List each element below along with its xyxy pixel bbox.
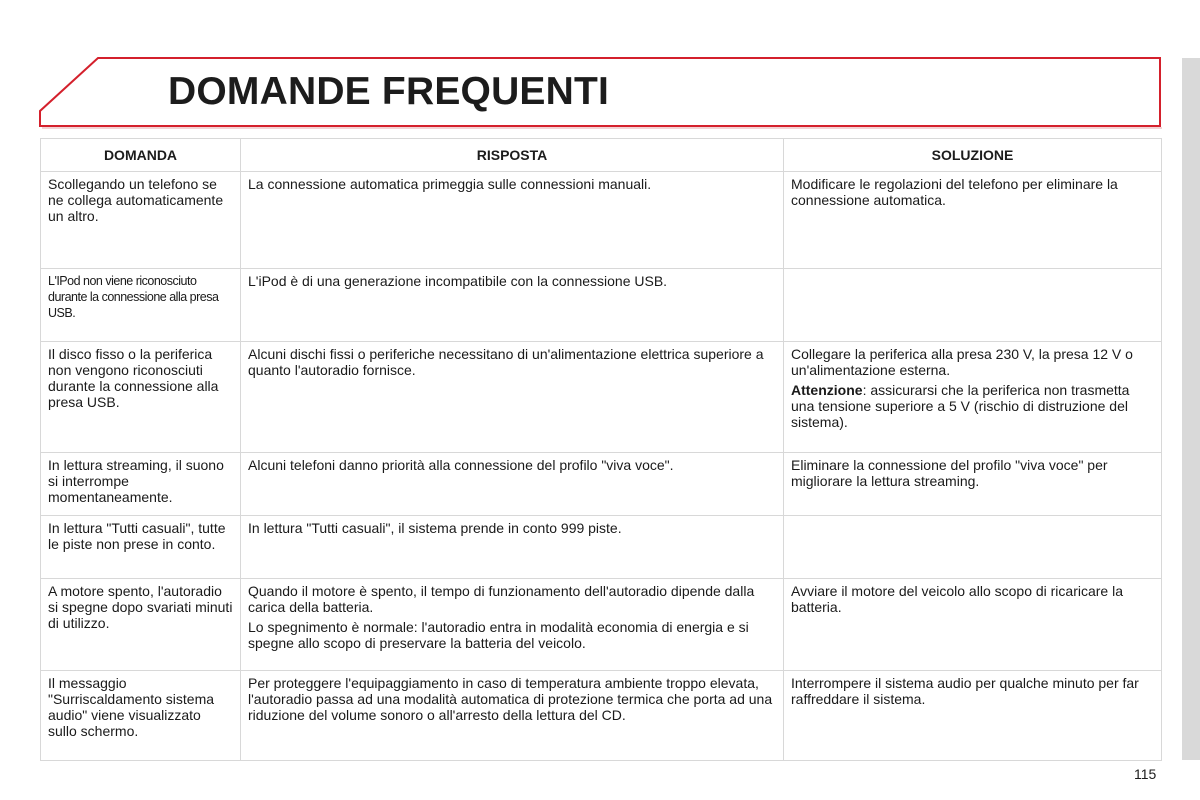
answer-cell [241, 579, 784, 671]
answer-cell [241, 453, 784, 516]
question-text: Scollegando un telefono se ne collega automaticamente un altro. [48, 176, 224, 224]
table-row [41, 516, 1162, 579]
solution-text: Collegare la periferica alla presa 230 V, la presa 12 V o un'alimentazione esterna. [791, 346, 1133, 378]
page-title: DOMANDE FREQUENTI [168, 70, 610, 113]
question-text: Il messaggio "Surriscaldamento sistema audio" viene visualizzato sullo schermo. [48, 675, 215, 739]
solution-text: Avviare il motore del veicolo allo scopo di ricaricare la batteria. [791, 583, 1124, 615]
solution-cell [784, 342, 1162, 453]
answer-text: La connessione automatica primeggia sulle connessioni manuali. [248, 176, 652, 192]
page-number: 115 [1134, 766, 1157, 782]
question-cell [41, 342, 241, 453]
column-header-risposta: RISPOSTA [241, 139, 784, 172]
faq-table [40, 138, 1162, 761]
column-header-domanda: DOMANDA [41, 139, 241, 172]
answer-text: Lo spegnimento è normale: l'autoradio entra in modalità economia di energia e si spegne allo scopo di preservare la batteria del veicolo. [248, 619, 749, 651]
question-cell [41, 453, 241, 516]
solution-cell [784, 516, 1162, 579]
solution-text: Eliminare la connessione del profilo "viva voce" per migliorare la lettura streaming. [791, 457, 1108, 489]
solution-text: Modificare le regolazioni del telefono per eliminare la connessione automatica. [791, 176, 1118, 208]
solution-cell [784, 671, 1162, 761]
warning-label: Attenzione [791, 382, 863, 398]
solution-cell [784, 579, 1162, 671]
question-cell [41, 172, 241, 269]
question-text: In lettura streaming, il suono si interrompe momentaneamente. [48, 457, 224, 505]
answer-cell [241, 269, 784, 342]
warning-text: : assicurarsi che la periferica non trasmetta una tensione superiore a 5 V (rischio di distruzione del sistema). [791, 382, 1130, 430]
answer-cell [241, 671, 784, 761]
solution-cell [784, 172, 1162, 269]
answer-text: Alcuni telefoni danno priorità alla connessione del profilo "viva voce". [248, 457, 674, 473]
question-text: Il disco fisso o la periferica non vengono riconosciuti durante la connessione alla presa USB. [48, 346, 219, 410]
solution-cell [784, 453, 1162, 516]
table-row [41, 172, 1162, 269]
answer-text: Quando il motore è spento, il tempo di funzionamento dell'autoradio dipende dalla carica della batteria. [248, 583, 755, 615]
question-cell [41, 579, 241, 671]
question-cell [41, 516, 241, 579]
table-row [41, 579, 1162, 671]
answer-text: L'iPod è di una generazione incompatibile con la connessione USB. [248, 273, 668, 289]
side-tab [1182, 58, 1200, 760]
question-text: In lettura "Tutti casuali", tutte le piste non prese in conto. [48, 520, 226, 552]
answer-cell [241, 516, 784, 579]
table-row [41, 342, 1162, 453]
table-header-row [41, 139, 1162, 172]
answer-text: Per proteggere l'equipaggiamento in caso di temperatura ambiente troppo elevata, l'autoradio passa ad una modalità automatica di protezione termica che porta ad una riduzione del volume sonoro o all'arresto della lettura del CD. [248, 675, 773, 723]
solution-cell [784, 269, 1162, 342]
answer-text: In lettura "Tutti casuali", il sistema prende in conto 999 piste. [248, 520, 622, 536]
question-text: A motore spento, l'autoradio si spegne dopo svariati minuti di utilizzo. [48, 583, 233, 631]
answer-cell [241, 172, 784, 269]
solution-text: Interrompere il sistema audio per qualche minuto per far raffreddare il sistema. [791, 675, 1139, 707]
table-row [41, 269, 1162, 342]
table-row [41, 453, 1162, 516]
column-header-soluzione: SOLUZIONE [784, 139, 1162, 172]
answer-text: Alcuni dischi fissi o periferiche necessitano di un'alimentazione elettrica superiore a quanto l'autoradio fornisce. [248, 346, 764, 378]
solution-warning [791, 382, 1154, 430]
question-text: L'IPod non viene riconosciuto durante la connessione alla presa USB. [48, 274, 219, 320]
answer-cell [241, 342, 784, 453]
question-cell [41, 671, 241, 761]
question-cell [41, 269, 241, 342]
table-row [41, 671, 1162, 761]
